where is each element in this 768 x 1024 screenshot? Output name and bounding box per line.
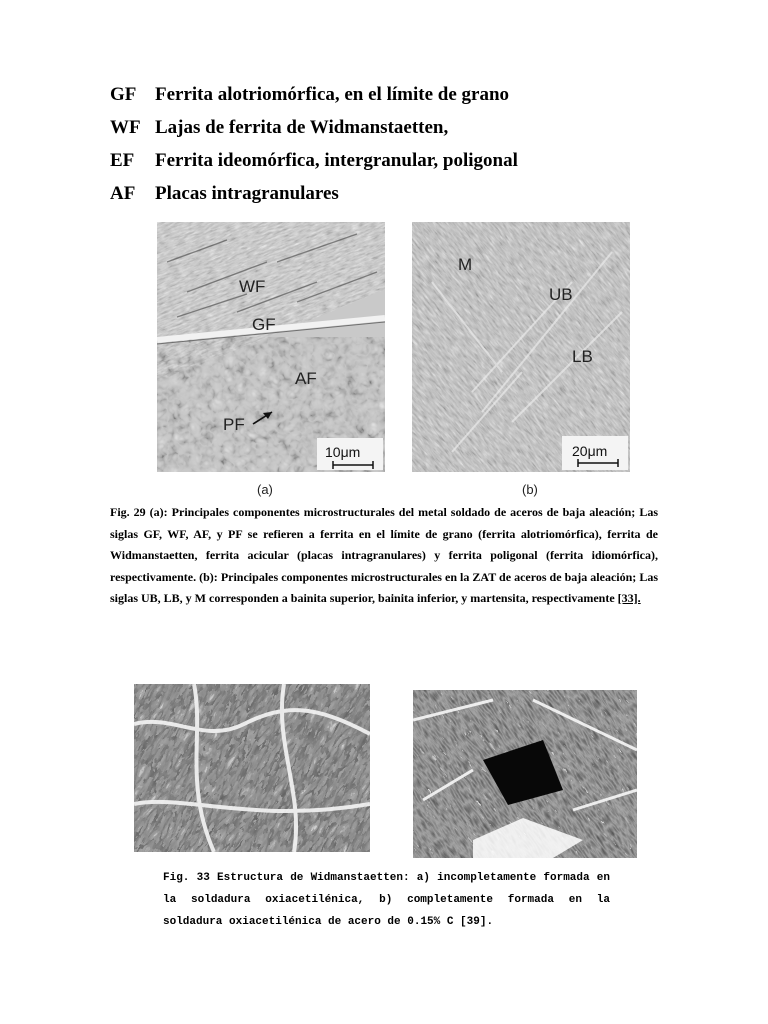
figure-29-caption xyxy=(110,502,658,610)
micrograph-29a xyxy=(157,222,385,472)
label-ub: UB xyxy=(549,285,573,304)
sublabel-b: (b) xyxy=(522,482,538,497)
micrograph-33b xyxy=(413,690,637,858)
legend-code: WF xyxy=(110,117,141,138)
scale-label: 20μm xyxy=(572,443,608,459)
legend-text: Lajas de ferrita de Widmanstaetten, xyxy=(155,117,449,138)
legend-item-wf xyxy=(110,117,670,150)
figure-33-caption xyxy=(163,867,610,933)
caption-reference: [33]. xyxy=(617,591,641,605)
legend-text: Ferrita ideomórfica, intergranular, poligonal xyxy=(155,150,518,171)
label-af: AF xyxy=(295,369,317,388)
micrograph-29b xyxy=(412,222,630,472)
legend-text: Placas intragranulares xyxy=(155,183,339,204)
caption-text: Fig. 29 (a): Principales componentes microstructurales del metal soldado de aceros de baja aleación; Las siglas GF, WF, AF, y PF se refieren a ferrita en el límite de grano (ferrita alotriomórfica), ferrita de Widmanstaetten, ferrita acicular (placas intragranulares) y ferrita poligonal (ferrita idiomórfica), respectivamente. (b): Principales componentes microstructurales en la ZAT de aceros de baja aleación; Las siglas UB, LB, y M corresponden a bainita superior, bainita inferior, y martensita, respectivamente xyxy=(110,505,658,605)
label-pf: PF xyxy=(223,415,245,434)
legend-code: AF xyxy=(110,183,136,204)
legend-item-ef xyxy=(110,150,670,183)
legend-code: GF xyxy=(110,84,137,105)
abbreviation-legend xyxy=(110,84,670,216)
micrograph-33a xyxy=(134,684,370,852)
scale-label: 10μm xyxy=(325,444,361,460)
legend-item-af xyxy=(110,183,670,216)
label-wf: WF xyxy=(239,277,266,296)
label-gf: GF xyxy=(252,315,276,334)
legend-code: EF xyxy=(110,150,135,171)
legend-item-gf xyxy=(110,84,670,117)
caption-text: Fig. 33 Estructura de Widmanstaetten: a) incompletamente formada en la soldadura oxiacetilénica, b) completamente formada en la soldadura oxiacetilénica de acero de 0.15% C [39]. xyxy=(163,872,610,928)
legend-text: Ferrita alotriomórfica, en el límite de grano xyxy=(155,84,510,105)
label-lb: LB xyxy=(572,347,593,366)
label-m: M xyxy=(458,255,473,274)
sublabel-a: (a) xyxy=(257,482,273,497)
